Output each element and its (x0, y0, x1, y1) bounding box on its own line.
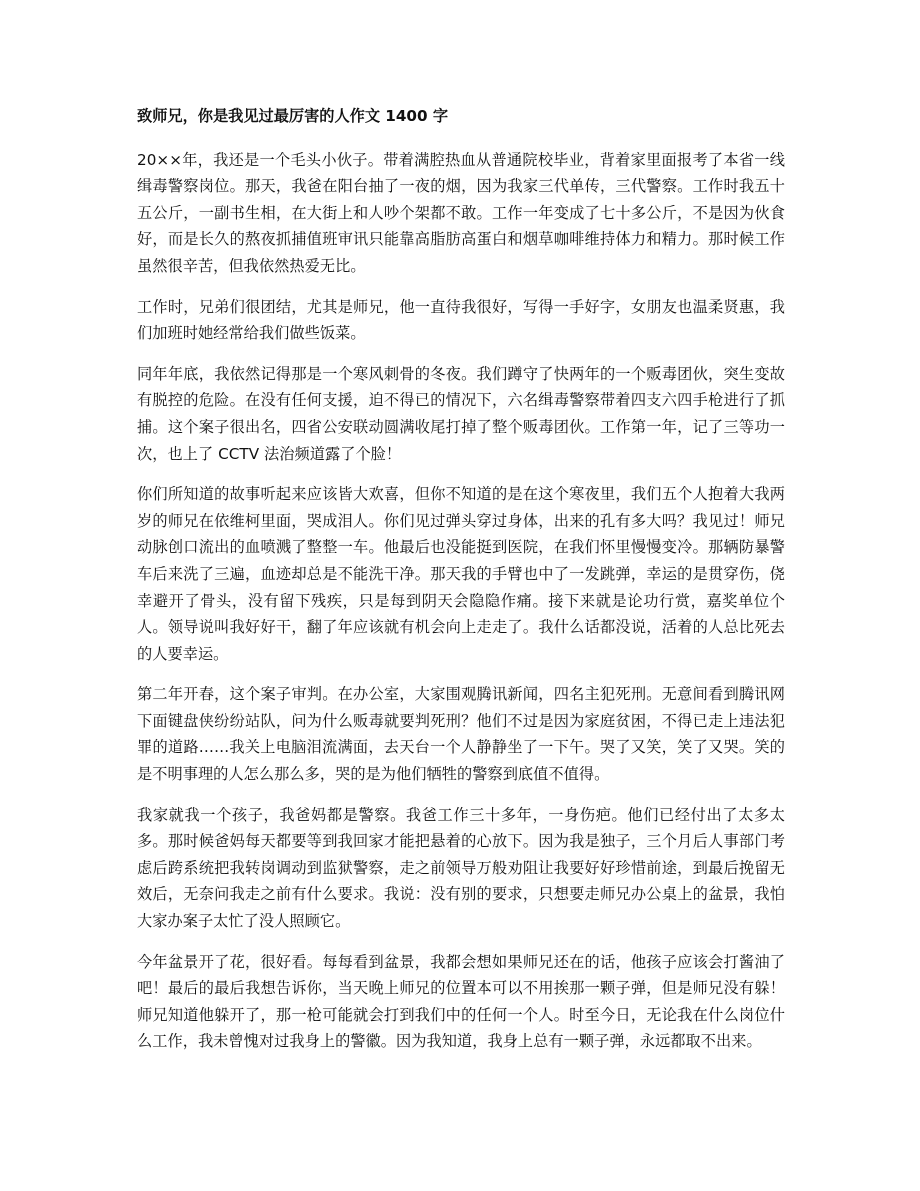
paragraph-1: 20××年，我还是一个毛头小伙子。带着满腔热血从普通院校毕业，背着家里面报考了本省一线缉毒警察岗位。那天，我爸在阳台抽了一夜的烟，因为我家三代单传，三代警察。工作时我五十五公斤，一副书生相，在大街上和人吵个架都不敢。工作一年变成了七十多公斤，不是因为伙食好，而是长久的熬夜抓捕值班审讯只能靠高脂肪高蛋白和烟草咖啡维持体力和精力。那时候工作虽然很辛苦，但我依然热爱无比。 (137, 150, 785, 275)
paragraph-3: 同年年底，我依然记得那是一个寒风刺骨的冬夜。我们蹲守了快两年的一个贩毒团伙，突生变故有脱控的危险。在没有任何支援，迫不得已的情况下，六名缉毒警察带着四支六四手枪进行了抓捕。这个案子很出名，四省公安联动圆满收尾打掉了整个贩毒团伙。工作第一年，记了三等功一次，也上了 CCTV 法治频道露了个脸！ (137, 364, 785, 463)
document-page (137, 103, 785, 1069)
paragraph-7: 今年盆景开了花，很好看。每每看到盆景，我都会想如果师兄还在的话，他孩子应该会打酱油了吧！最后的最后我想告诉你，当天晚上师兄的位置本可以不用挨那一颗子弹，但是师兄没有躲！师兄知道他躲开了，那一枪可能就会打到我们中的任何一个人。时至今日，无论我在什么岗位什么工作，我未曾愧对过我身上的警徽。因为我知道，我身上总有一颗子弹，永远都取不出来。 (137, 952, 785, 1051)
paragraph-5: 第二年开春，这个案子审判。在办公室，大家围观腾讯新闻，四名主犯死刑。无意间看到腾讯网下面键盘侠纷纷站队，问为什么贩毒就要判死刑？他们不过是因为家庭贫困，不得已走上违法犯罪的道路……我关上电脑泪流满面，去天台一个人静静坐了一下午。哭了又笑，笑了又哭。笑的是不明事理的人怎么那么多，哭的是为他们牺牲的警察到底值不值得。 (137, 685, 785, 784)
paragraph-4: 你们所知道的故事听起来应该皆大欢喜，但你不知道的是在这个寒夜里，我们五个人抱着大我两岁的师兄在依维柯里面，哭成泪人。你们见过弹头穿过身体，出来的孔有多大吗？我见过！师兄动脉创口流出的血喷溅了整整一车。他最后也没能挺到医院，在我们怀里慢慢变冷。那辆防暴警车后来洗了三遍，血迹却总是不能洗干净。那天我的手臂也中了一发跳弹，幸运的是贯穿伤，侥幸避开了骨头，没有留下残疾，只是每到阴天会隐隐作痛。接下来就是论功行赏，嘉奖单位个人。领导说叫我好好干，翻了年应该就有机会向上走走了。我什么话都没说，活着的人总比死去的人要幸运。 (137, 485, 785, 663)
document-title: 致师兄，你是我见过最厉害的人作文 1400 字 (137, 107, 449, 125)
paragraph-6: 我家就我一个孩子，我爸妈都是警察。我爸工作三十多年，一身伤疤。他们已经付出了太多太多。那时候爸妈每天都要等到我回家才能把悬着的心放下。因为我是独子，三个月后人事部门考虑后跨系统把我转岗调动到监狱警察，走之前领导万般劝阻让我要好好珍惜前途，到最后挽留无效后，无奈问我走之前有什么要求。我说：没有别的要求，只想要走师兄办公桌上的盆景，我怕大家办案子太忙了没人照顾它。 (137, 805, 785, 931)
paragraph-2: 工作时，兄弟们很团结，尤其是师兄，他一直待我很好，写得一手好字，女朋友也温柔贤惠，我们加班时她经常给我们做些饭菜。 (137, 297, 785, 343)
